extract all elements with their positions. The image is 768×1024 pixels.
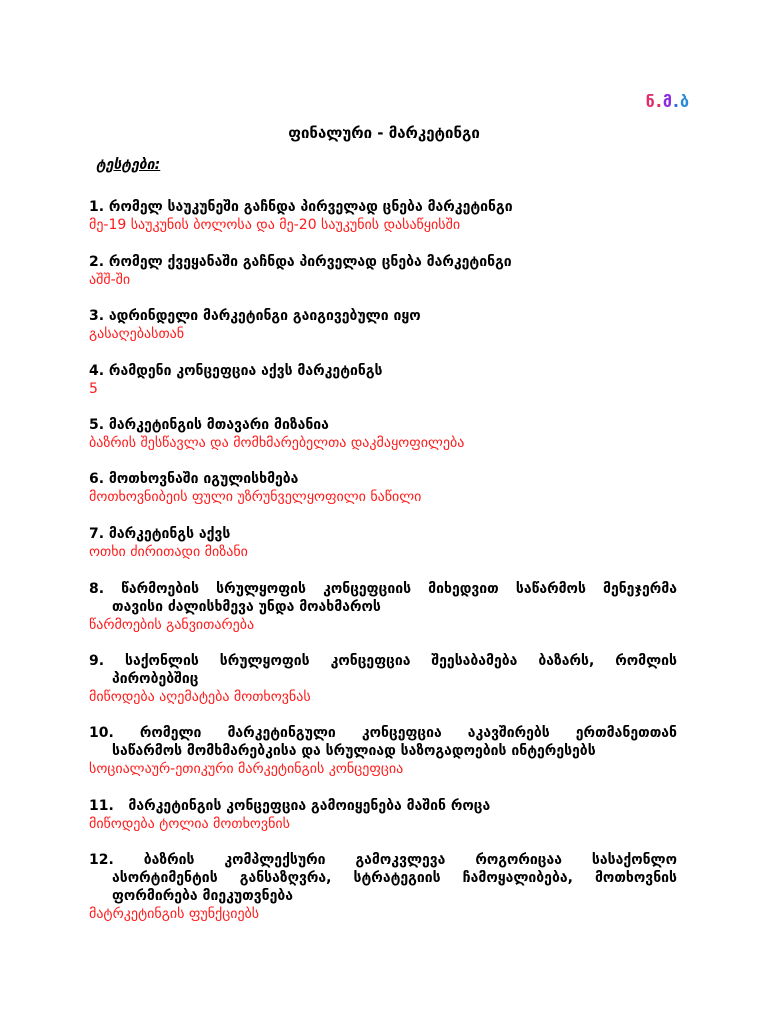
question-item bbox=[89, 580, 677, 634]
question-line: ასორტიმენტის განსაზღვრა, სტრატეგიის ჩამოყალიბება, მოთხოვნის bbox=[112, 870, 677, 886]
answer-text: აშშ-ში bbox=[89, 272, 131, 288]
question-text: 6. მოთხოვნაში იგულისხმება bbox=[89, 471, 299, 487]
question-item bbox=[89, 797, 677, 833]
question-text bbox=[89, 724, 677, 760]
question-text bbox=[89, 652, 677, 688]
question-line: პირობებშიც bbox=[112, 671, 199, 687]
question-item bbox=[89, 470, 677, 506]
author-initials bbox=[646, 92, 690, 111]
question-item bbox=[89, 851, 677, 923]
section-label: ტესტები: bbox=[96, 157, 161, 173]
initial-letter: ნ bbox=[645, 92, 656, 111]
question-item bbox=[89, 253, 677, 289]
question-text: 11. მარკეტინგის კონცეფცია გამოიყენება მაშინ როცა bbox=[89, 798, 491, 814]
answer-text: ბაზრის შესწავლა და მომხმარებელთა დაკმაყოფილება bbox=[89, 435, 465, 451]
initial-letter: მ bbox=[662, 92, 673, 111]
question-text: 3. ადრინდელი მარკეტინგი გაიგივებული იყო bbox=[89, 308, 421, 324]
question-text: 4. რამდენი კონცეფცია აქვს მარკეტინგს bbox=[89, 363, 383, 379]
question-line: 8. წარმოების სრულყოფის კონცეფციის მიხედვით საწარმოს მენეჯერმა bbox=[89, 581, 677, 597]
question-item bbox=[89, 416, 677, 452]
page-title: ფინალური - მარკეტინგი bbox=[288, 124, 480, 142]
question-line: თავისი ძალისხმევა უნდა მოახმაროს bbox=[112, 599, 381, 615]
answer-text: მოთხოვნიბეის ფული უზრუნველყოფილი ნაწილი bbox=[89, 489, 422, 505]
question-line: 12. ბაზრის კომპლექსური გამოკვლევა როგორიცაა სასაქონლო bbox=[89, 852, 677, 868]
answer-text: გასაღებასთან bbox=[89, 326, 185, 342]
answer-text: მატრკეტინგის ფუნქციებს bbox=[89, 906, 260, 922]
question-text: 7. მარკეტინგს აქვს bbox=[89, 526, 231, 542]
answer-text: სოციალაურ-ეთიკური მარკეტინგის კონცეფცია bbox=[89, 761, 404, 777]
answer-text: მე-19 საუკუნის ბოლოსა და მე-20 საუკუნის დასაწყისში bbox=[89, 217, 461, 233]
answer-text: 5 bbox=[89, 381, 98, 397]
question-line: 9. საქონლის სრულყოფის კონცეფცია შეესაბამება ბაზარს, რომლის bbox=[89, 653, 677, 669]
initial-letter: ბ bbox=[679, 92, 690, 111]
answer-text: ოთხი ძირითადი მიზანი bbox=[89, 544, 248, 560]
question-line: საწარმოს მომხმარებკისა და სრულიად საზოგადოების ინტერესებს bbox=[112, 743, 596, 759]
question-item bbox=[89, 652, 677, 706]
question-text: 5. მარკეტინგის მთავარი მიზანია bbox=[89, 417, 329, 433]
question-item bbox=[89, 198, 677, 234]
answer-text: მიწოდება ტოლია მოთხოვნის bbox=[89, 816, 290, 832]
question-item bbox=[89, 724, 677, 778]
answer-text: წარმოების განვითარება bbox=[89, 617, 255, 633]
question-item bbox=[89, 362, 677, 398]
question-item bbox=[89, 525, 677, 561]
question-text bbox=[89, 851, 677, 905]
question-text: 1. რომელ საუკუნეში გაჩნდა პირველად ცნება მარკეტინგი bbox=[89, 199, 513, 215]
question-item bbox=[89, 307, 677, 343]
initial-dot: . bbox=[672, 92, 680, 111]
question-line: 10. რომელი მარკეტინგული კონცეფცია აკავშირებს ერთმანეთთან bbox=[89, 725, 677, 741]
question-text bbox=[89, 580, 677, 616]
question-text: 2. რომელ ქვეყანაში გაჩნდა პირველად ცნება მარკეტინგი bbox=[89, 254, 512, 270]
question-line: ფორმირება მიეკუთვნება bbox=[112, 888, 294, 904]
initial-dot: . bbox=[655, 92, 663, 111]
answer-text: მიწოდება აღემატება მოთხოვნას bbox=[89, 689, 311, 705]
